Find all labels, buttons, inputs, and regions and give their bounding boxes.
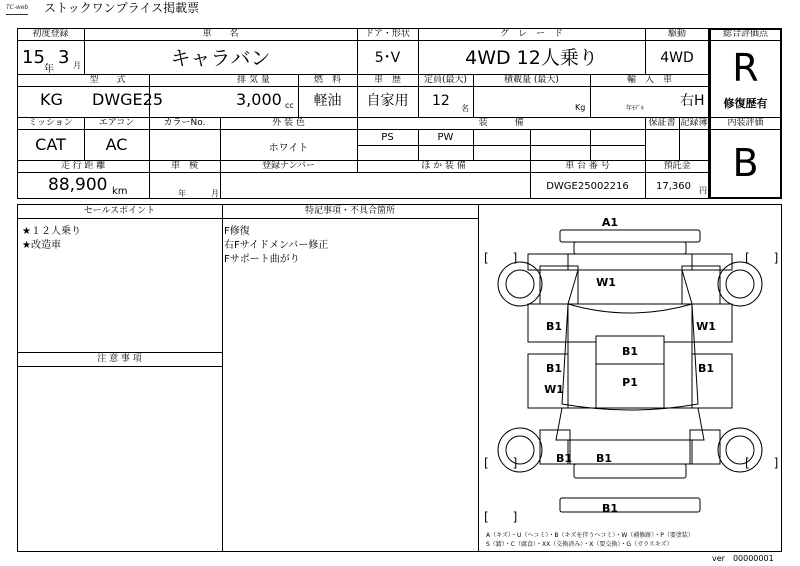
- label-import: 輸 入 車: [626, 75, 672, 85]
- damage-code: B1: [601, 502, 619, 515]
- label-sale-points: セールスポイント: [83, 206, 156, 216]
- label-notes: 特記事項・不具合箇所: [304, 206, 395, 216]
- label-color-no: カラーNo.: [163, 118, 206, 128]
- load-unit: Kg: [575, 103, 586, 112]
- label-interior-eval: 内装評価: [727, 118, 764, 128]
- damage-code: W1: [544, 383, 564, 396]
- note-item: Fサポート曲がり: [224, 254, 300, 265]
- label-record: 記録簿: [680, 118, 708, 128]
- legend-line: A（キズ）・U（ヘコミ）・B（キズを伴うヘコミ）・W（補修跡）・P（要塗装）: [486, 532, 694, 539]
- label-mission: ミッション: [28, 118, 73, 128]
- displacement-unit: cc: [285, 101, 294, 110]
- grade: 4WD 12人乗り: [465, 47, 598, 69]
- legend-line: S（錆）・C（腐食）・XX（交換済み）・X（要交換）・G（ガラスキズ）: [486, 541, 673, 548]
- overall-score: R: [732, 46, 759, 90]
- damage-code: B1: [545, 320, 563, 333]
- label-inspection: 車 検: [170, 161, 198, 171]
- label-plate: 登録ナンバー: [262, 161, 315, 171]
- label-deposit: 預託金: [663, 161, 691, 171]
- drive: 4WD: [660, 50, 694, 66]
- damage-code: B1: [555, 452, 573, 465]
- version-label: ver 00000001: [712, 554, 774, 563]
- equip-ps: PS: [381, 132, 394, 143]
- label-equipment: 装 備: [478, 118, 524, 128]
- label-exterior-color: 外 装 色: [272, 118, 305, 128]
- displacement: 3,000: [236, 90, 282, 109]
- overall-score-note: 修復歴有: [723, 97, 768, 110]
- bracket-rear-left: [ ]: [484, 456, 518, 470]
- month-unit: 月: [73, 61, 81, 70]
- deposit-unit: 円: [699, 186, 707, 195]
- fuel: 軽油: [313, 93, 342, 109]
- mileage: 88,900: [48, 175, 108, 195]
- damage-code: B1: [621, 345, 639, 358]
- bracket-bottom: [ ]: [484, 510, 518, 524]
- chassis-number: DWGE25002216: [546, 181, 629, 192]
- label-displacement: 排 気 量: [237, 75, 270, 85]
- inspection-month-unit: 月: [211, 189, 219, 198]
- car-name: キャラバン: [170, 46, 271, 70]
- aircon: AC: [105, 135, 128, 154]
- label-fuel: 燃 料: [313, 75, 341, 85]
- mission: CAT: [35, 135, 66, 154]
- first-reg-year: 15: [22, 47, 45, 68]
- note-item: F修復: [224, 226, 250, 237]
- label-warranty: 保証書: [648, 118, 676, 128]
- exterior-color: ホワイト: [268, 143, 309, 154]
- deposit: 17,360: [656, 181, 691, 192]
- label-other-equip: ほ か 装 備: [421, 161, 466, 171]
- document-title: ストックワンプライス掲載票: [44, 1, 200, 15]
- label-model: 型 式: [89, 75, 126, 85]
- damage-code: B1: [545, 362, 563, 375]
- model-code: DWGE25: [92, 90, 164, 109]
- damage-code: W1: [696, 320, 716, 333]
- equip-pw: PW: [437, 132, 454, 143]
- label-door-shape: ドア・形状: [365, 29, 410, 39]
- damage-code: P1: [622, 376, 638, 389]
- damage-code: B1: [595, 452, 613, 465]
- interior-score: B: [732, 141, 759, 185]
- label-capacity: 定員(最大): [423, 75, 468, 85]
- inspection-year-unit: 年: [178, 189, 186, 198]
- label-aircon: エアコン: [98, 118, 135, 128]
- label-usage: 車 歴: [373, 75, 401, 85]
- steering: 右H: [680, 93, 705, 109]
- bracket-rear-right: [ ]: [745, 456, 779, 470]
- usage: 自家用: [366, 93, 409, 109]
- sale-point-item: ★改造車: [22, 240, 61, 251]
- bracket-front-left: [ ]: [484, 251, 518, 265]
- capacity-unit: 名: [461, 104, 469, 113]
- damage-code: W1: [596, 276, 616, 289]
- note-item: 右Fサイドメンバー修正: [224, 240, 329, 251]
- sale-point-item: ★１２人乗り: [22, 226, 81, 237]
- first-reg-month: 3: [58, 47, 70, 68]
- mileage-unit: km: [112, 186, 128, 197]
- label-chassis: 車 台 番 号: [565, 161, 610, 171]
- logo: TC-web: [6, 2, 28, 15]
- label-mileage: 走 行 距 離: [60, 161, 106, 171]
- bracket-front-right: [ ]: [745, 251, 779, 265]
- damage-code: B1: [697, 362, 715, 375]
- door-shape: 5･V: [374, 50, 401, 66]
- label-grade: グ レ ー ド: [499, 29, 563, 39]
- year-unit: 年: [44, 64, 54, 75]
- label-caution: 注 意 事 項: [97, 354, 142, 364]
- label-overall-eval: 総合評価点: [722, 29, 768, 39]
- label-drive: 駆動: [667, 29, 686, 39]
- damage-code: A1: [601, 216, 619, 229]
- capacity: 12: [432, 93, 450, 109]
- label-load: 積載量 (最大): [504, 75, 559, 85]
- label-first-reg: 初度登録: [32, 29, 69, 39]
- car-damage-diagram: [478, 204, 782, 532]
- label-car-name: 車 名: [202, 29, 239, 39]
- model-prefix: KG: [40, 90, 63, 109]
- import-model-year: 年ﾓﾃﾞﾙ: [626, 105, 645, 112]
